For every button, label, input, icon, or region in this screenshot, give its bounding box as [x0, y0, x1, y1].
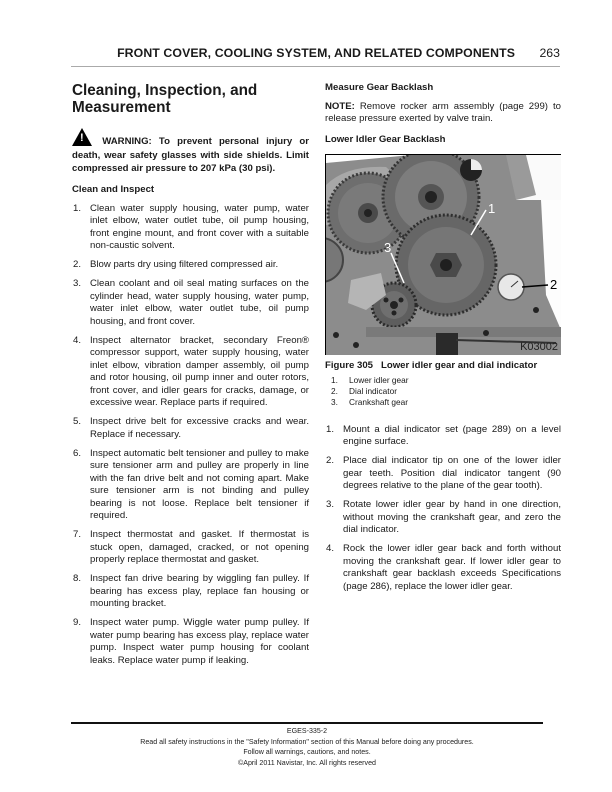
step-item: 2. Blow parts dry using filtered compressed air. [73, 259, 279, 271]
section-heading: Cleaning, Inspection, and Measurement [72, 82, 258, 116]
step-item: 3. Rotate lower idler gear by hand in one direction, without moving the crankshaft gear, and zero the dial indicator. [326, 499, 561, 536]
step-item: 7. Inspect thermostat and gasket. If thermostat is stuck open, damaged, cracked, or not opening properly replace thermostat and gasket. [73, 529, 309, 566]
step-item: 6. Inspect automatic belt tensioner and pulley to make sure tensioner arm and pulley are properly in line with the fan drive belt and not coming apart. Make sure tensioner arm is not binding and pulley bearing is not loose. Replace belt tensioner if required. [73, 447, 309, 522]
right-column [325, 82, 561, 600]
figure-caption-text: Lower idler gear and dial indicator [381, 359, 538, 371]
figure-number: Figure 305 [325, 359, 373, 371]
document-id: EGES-335-2 [286, 727, 328, 735]
step-item: 4. Inspect alternator bracket, secondary Freon® compressor support, water supply housing, water inlet elbow, vibration damper assembly, oil pump and rotor housing, oil pump inner and outer rotors, front cover, and idler gears for cracks, damage, or excessive wear. Replace parts if required. [73, 334, 309, 409]
callout-1: 1 [488, 200, 496, 216]
figure-caption [325, 360, 561, 371]
callout-2: 2 [550, 276, 558, 292]
warning-triangle-icon [72, 128, 92, 146]
warning-text: WARNING: To prevent personal injury or death, wear safety glasses with side shields. Limit compressed air pressure to 207 kPa (30 psi). [72, 136, 309, 175]
page-header [71, 44, 560, 67]
step-item: 1. Clean water supply housing, water pump, water inlet elbow, water outlet tube, oil pump housing, front engine mount, and front cover with a suitable non-caustic solvent. [73, 202, 309, 252]
note-label: NOTE: [325, 101, 355, 112]
backlash-steps [325, 424, 561, 594]
lower-idler-heading: Lower Idler Gear Backlash [325, 133, 446, 145]
figure-legend [325, 375, 561, 408]
note-block [325, 101, 561, 126]
step-item: 8. Inspect fan drive bearing by wiggling fan pulley. If bearing has excess play, replace fan housing or mounting bracket. [73, 573, 309, 610]
note-text: Remove rocker arm assembly (page 299) to release pressure exerted by valve train. [325, 101, 561, 125]
figure-code: K03002 [520, 340, 558, 353]
page-footer [71, 722, 543, 768]
step-item: 1. Mount a dial indicator set (page 289) on a level engine surface. [326, 423, 561, 448]
step-item: 4. Rock the lower idler gear back and forth without moving the crankshaft gear. If lower idler gear to crankshaft gear backlash exceeds Specifications (page 286), replace the lower idler gear. [326, 543, 561, 592]
page-number: 263 [539, 46, 560, 60]
measure-backlash-heading: Measure Gear Backlash [325, 82, 434, 93]
step-item: 5. Inspect drive belt for excessive cracks and wear. Replace if necessary. [73, 416, 309, 440]
callout-3: 3 [384, 239, 392, 255]
copyright: ©April 2011 Navistar, Inc. All rights reserved [238, 758, 376, 767]
legend-item: 2. Dial indicator [331, 385, 397, 396]
figure-engine-gears [325, 154, 561, 355]
left-column [72, 82, 309, 674]
step-item: 9. Inspect water pump. Wiggle water pump pulley. If water pump bearing has excess play, replace water pump. Inspect water pump housing for coolant leaks. Replace water pump if leaking. [73, 617, 309, 666]
legend-item: 1. Lower idler gear [331, 374, 409, 385]
footer-warnings-line: Follow all warnings, cautions, and notes. [243, 748, 371, 756]
legend-item: 3. Crankshaft gear [331, 396, 409, 407]
step-item: 3. Clean coolant and oil seal mating surfaces on the cylinder head, water supply housing, water pump, water inlet elbow, water outlet tube, oil pump housing, and front cover. [73, 278, 309, 327]
footer-safety-line: Read all safety instructions in the "Safety Information" section of this Manual before doing any procedures. [140, 737, 474, 746]
clean-inspect-steps [72, 203, 309, 668]
warning-block [72, 128, 309, 176]
engine-front-gear-train-illustration [326, 155, 561, 355]
step-item: 2. Place dial indicator tip on one of the lower idler gear teeth. Position dial indicator tangent (90 degrees relative to the plane of the gear tooth). [326, 455, 561, 492]
clean-inspect-heading: Clean and Inspect [72, 183, 155, 195]
section-title: FRONT COVER, COOLING SYSTEM, AND RELATED COMPONENTS [117, 46, 515, 60]
